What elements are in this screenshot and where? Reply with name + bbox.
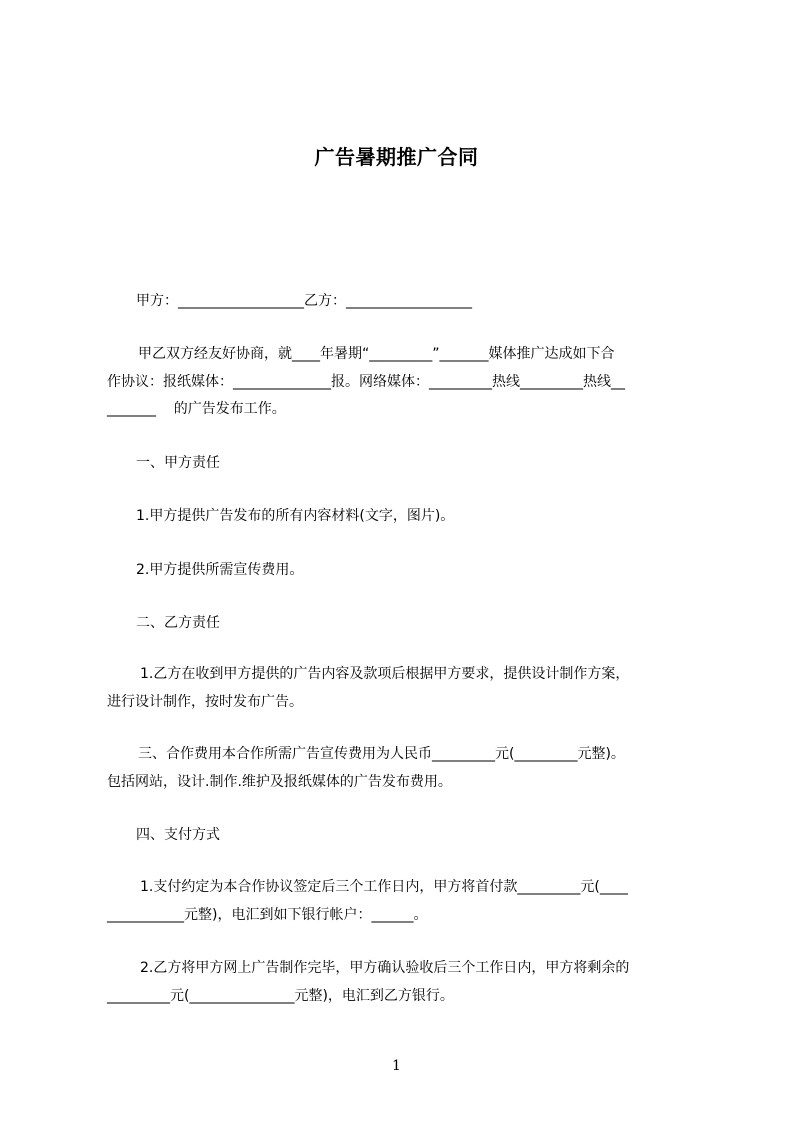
intro-line-2: 作协议：报纸媒体：______________报。网络媒体：_________热线_________热线__ bbox=[107, 374, 625, 390]
section1-item-2: 2.甲方提供所需宣传费用。 bbox=[136, 562, 304, 578]
section4-item1-line-1: 1.支付约定为本合作协议签定后三个工作日内，甲方将首付款_________元(____ bbox=[140, 879, 628, 895]
document-title: 广告暑期推广合同 bbox=[314, 145, 479, 169]
section4-item2-line-2: _________元(_______________元整)，电汇到乙方银行。 bbox=[107, 988, 454, 1004]
section4-heading: 四、支付方式 bbox=[136, 827, 220, 843]
page-number: 1 bbox=[392, 1058, 401, 1074]
section3-line-1: 三、合作费用本合作所需广告宣传费用为人民币_________元(_________元整)。 bbox=[138, 746, 625, 762]
section3-line-2: 包括网站，设计.制作.维护及报纸媒体的广告发布费用。 bbox=[107, 774, 452, 790]
section4-item1-line-2: ___________元整)，电汇到如下银行帐户：______。 bbox=[107, 907, 428, 923]
intro-line-1: 甲乙双方经友好协商，就____年暑期“_________”_______媒体推广达成如下合 bbox=[138, 346, 615, 362]
section1-heading: 一、甲方责任 bbox=[136, 455, 220, 471]
section2-heading: 二、乙方责任 bbox=[136, 615, 220, 631]
section2-item1-line-2: 进行设计制作，按时发布广告。 bbox=[107, 694, 303, 710]
section2-item1-line-1: 1.乙方在收到甲方提供的广告内容及款项后根据甲方要求，提供设计制作方案， bbox=[140, 666, 630, 682]
section4-item2-line-1: 2.乙方将甲方网上广告制作完毕，甲方确认验收后三个工作日内，甲方将剩余的 bbox=[140, 960, 630, 976]
parties-line: 甲方：__________________乙方：__________________ bbox=[136, 293, 472, 309]
intro-line-3: _______ 的广告发布工作。 bbox=[107, 401, 286, 417]
section1-item-1: 1.甲方提供广告发布的所有内容材料(文字，图片)。 bbox=[136, 508, 455, 524]
